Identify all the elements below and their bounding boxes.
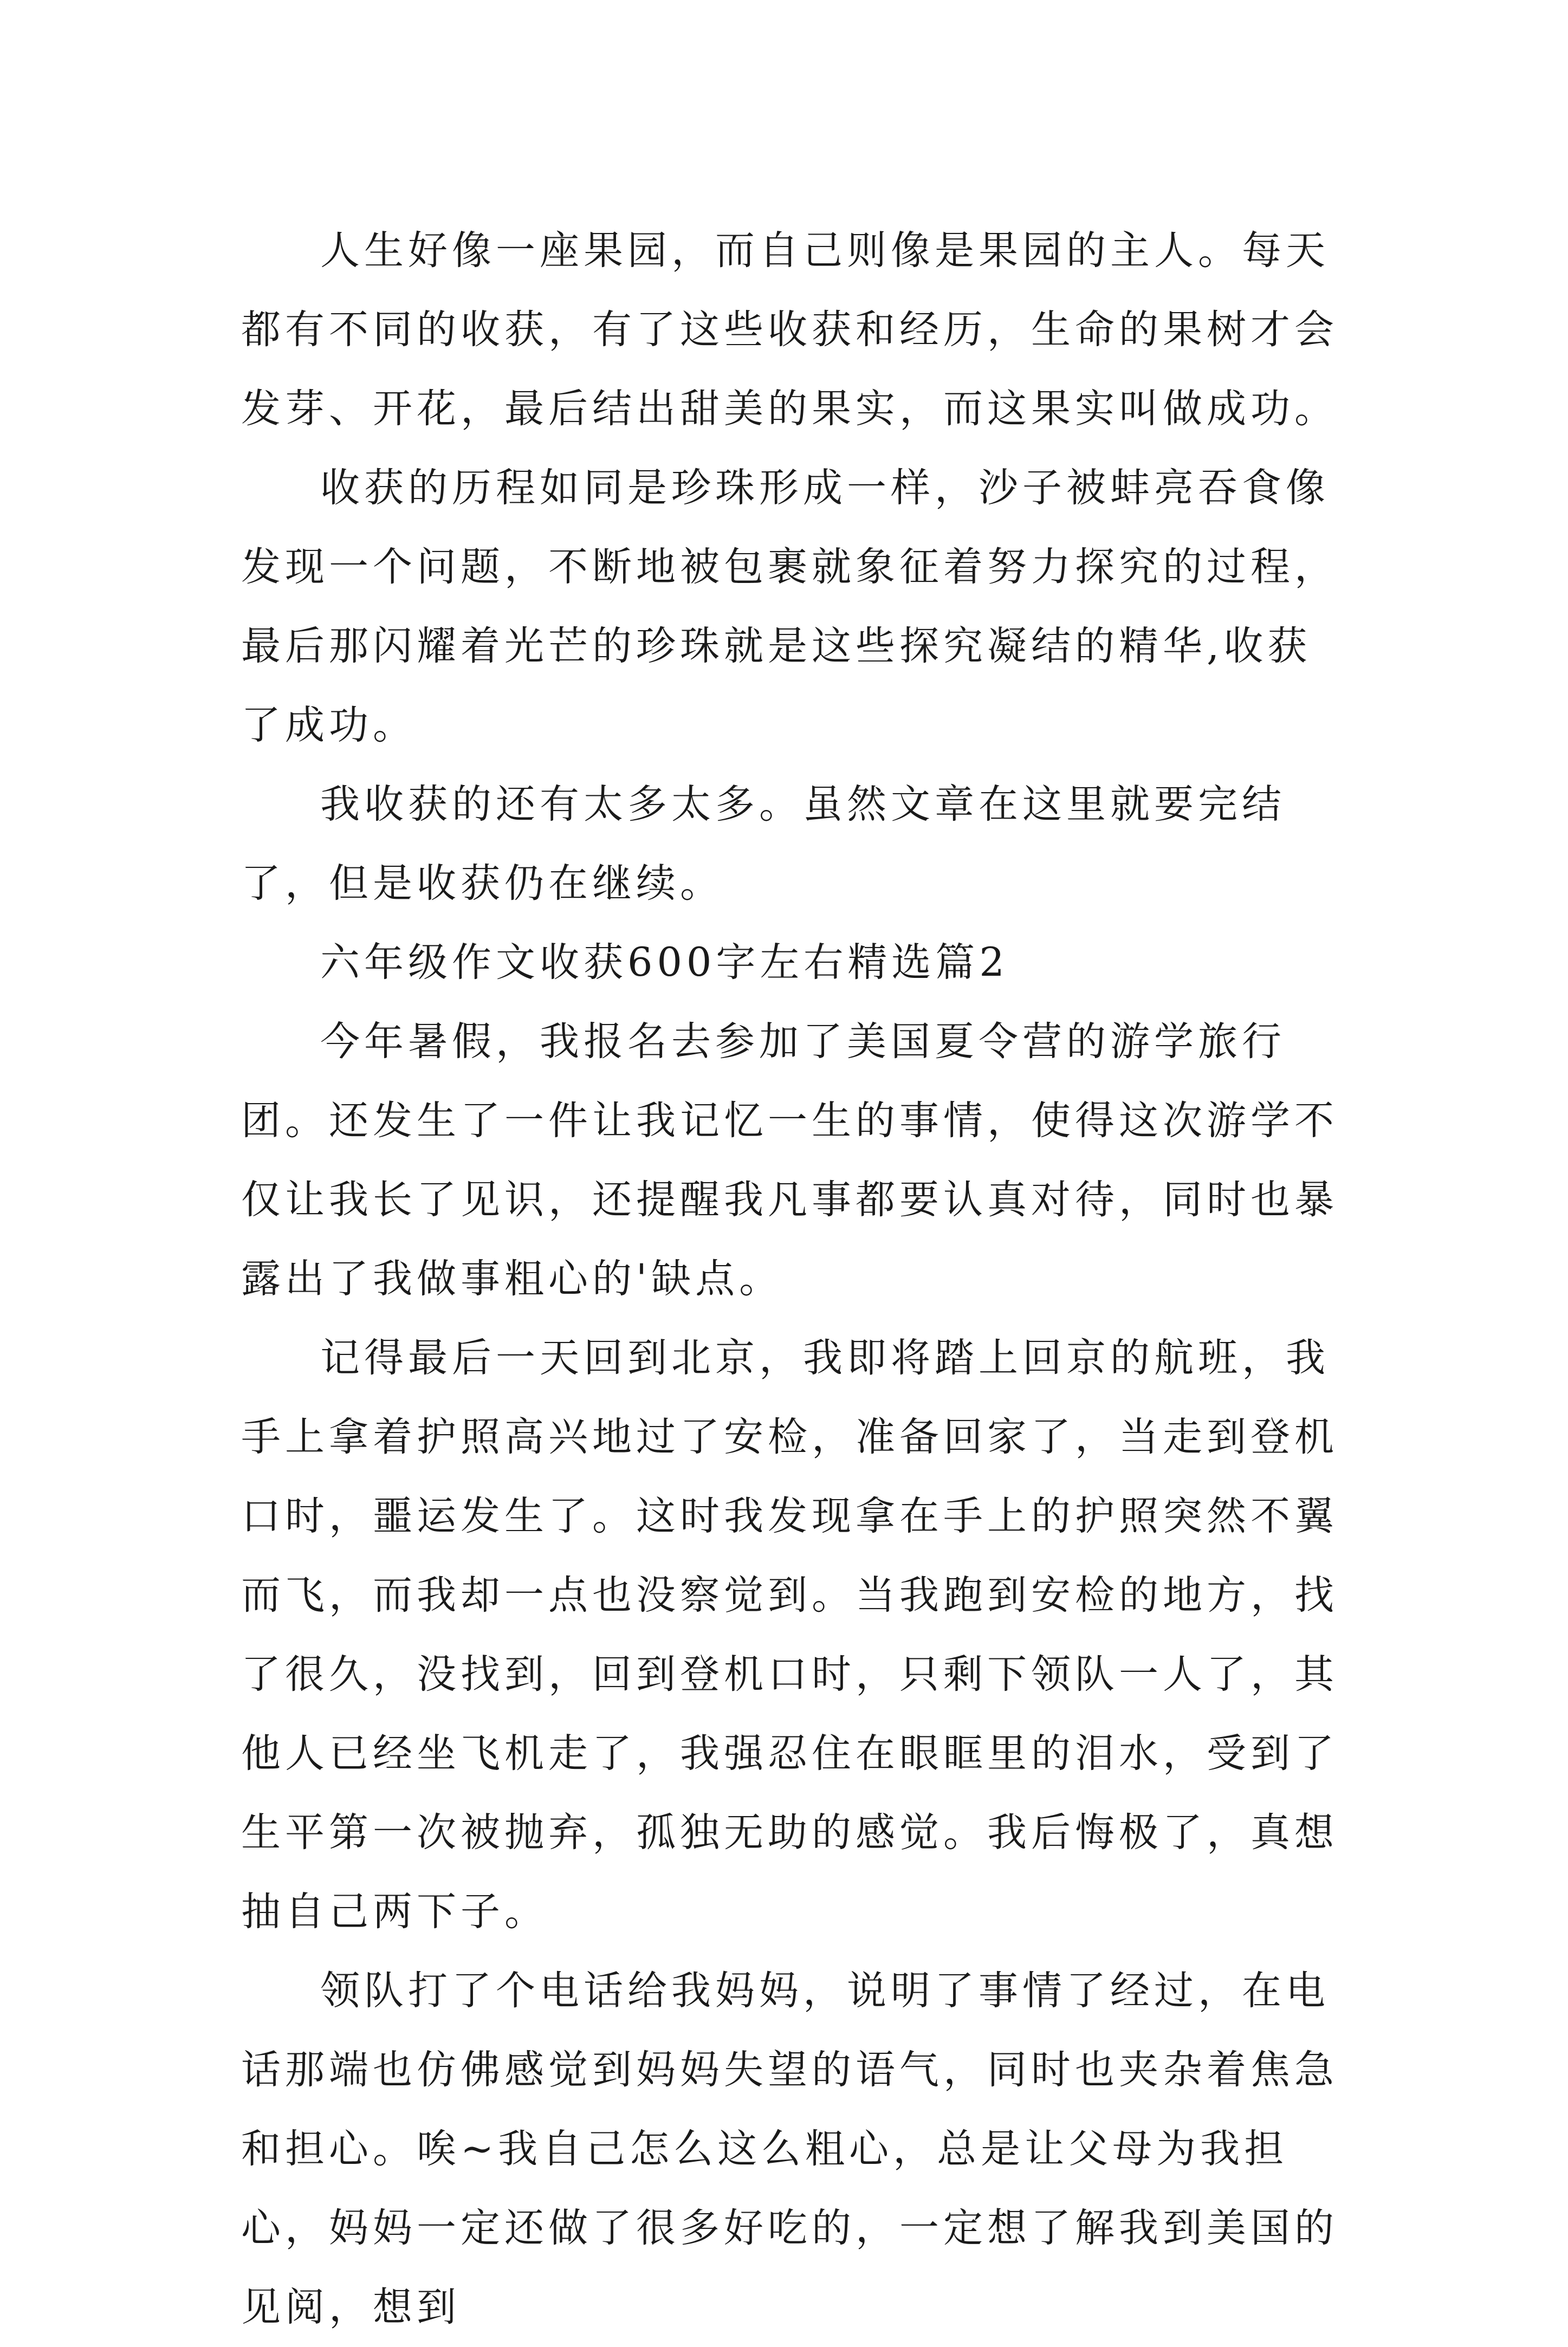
paragraph-3: 我收获的还有太多太多。虽然文章在这里就要完结了，但是收获仍在继续。	[241, 781, 1286, 906]
paragraph-6: 领队打了个电话给我妈妈，说明了事情了经过，在电话那端也仿佛感觉到妈妈失望的语气，同时也夹杂着焦急和担心。唉~我自己怎么这么粗心，总是让父母为我担心，妈妈一定还做了很多好吃的，一定想了解我到美国的见阅，想到	[241, 1968, 1338, 2330]
document-body	[241, 211, 1341, 2347]
paragraph-5: 记得最后一天回到北京，我即将踏上回京的航班，我手上拿着护照高兴地过了安检，准备回家了，当走到登机口时，噩运发生了。这时我发现拿在手上的护照突然不翼而飞，而我却一点也没察觉到。当我跑到安检的地方，找了很久，没找到，回到登机口时，只剩下领队一人了，其他人已经坐飞机走了，我强忍住在眼眶里的泪水，受到了生平第一次被抛弃，孤独无助的感觉。我后悔极了，真想抽自己两下子。	[241, 1335, 1338, 1935]
section-heading: 六年级作文收获600字左右精选篇2	[320, 939, 1009, 986]
paragraph-2: 收获的历程如同是珍珠形成一样，沙子被蚌亮吞食像发现一个问题，不断地被包裹就象征着努力探究的过程，最后那闪耀着光芒的珍珠就是这些探究凝结的精华,收获了成功。	[241, 465, 1338, 748]
paragraph-1: 人生好像一座果园，而自己则像是果园的主人。每天都有不同的收获，有了这些收获和经历，生命的果树才会发芽、开花，最后结出甜美的果实，而这果实叫做成功。	[241, 228, 1338, 432]
paragraph-4: 今年暑假，我报名去参加了美国夏令营的游学旅行团。还发生了一件让我记忆一生的事情，使得这次游学不仅让我长了见识，还提醒我凡事都要认真对待，同时也暴露出了我做事粗心的'缺点。	[241, 1019, 1338, 1302]
